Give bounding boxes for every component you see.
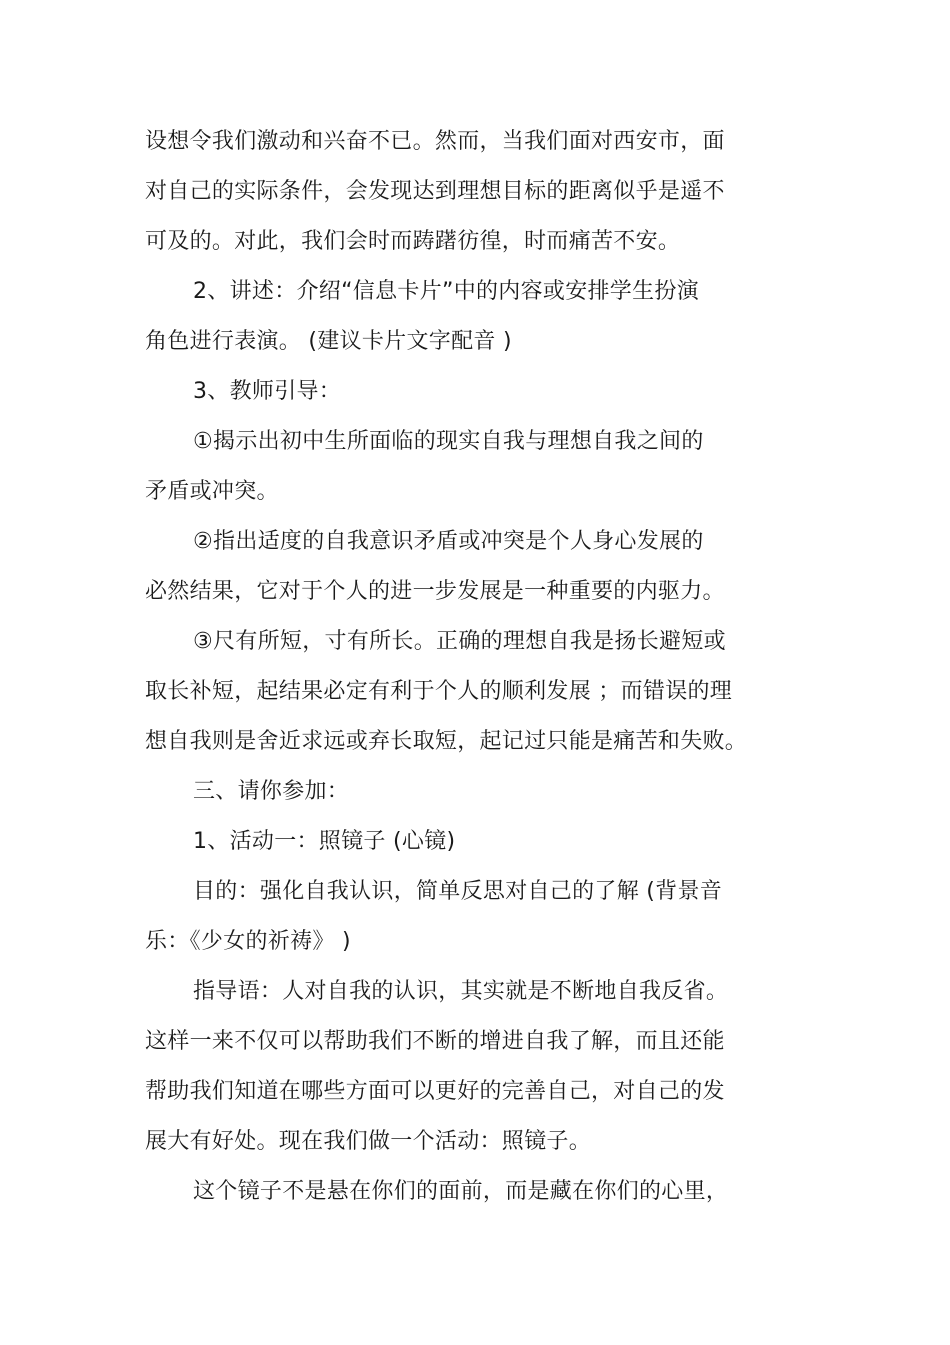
text-line-20: 帮助我们知道在哪些方面可以更好的完善自己，对自己的发 <box>145 1079 725 1104</box>
text-line-7: ①揭示出初中生所面临的现实自我与理想自我之间的 <box>193 429 704 454</box>
text-line-21: 展大有好处。现在我们做一个活动：照镜子。 <box>145 1129 592 1154</box>
text-line-6: 3、教师引导： <box>193 379 342 404</box>
text-line-22: 这个镜子不是悬在你们的面前，而是藏在你们的心里， <box>193 1179 729 1204</box>
text-line-17: 乐：《少女的祈祷》 ) <box>145 929 351 954</box>
text-line-14: 三、请你参加： <box>193 779 350 804</box>
text-line-19: 这样一来不仅可以帮助我们不断的增进自我了解，而且还能 <box>145 1029 725 1054</box>
text-line-5: 角色进行表演。 (建议卡片文字配音 ) <box>145 329 512 354</box>
text-line-12: 取长补短，起结果必定有利于个人的顺利发展 ；而错误的理 <box>145 679 733 704</box>
text-line-9: ②指出适度的自我意识矛盾或冲突是个人身心发展的 <box>193 529 704 554</box>
text-line-1: 设想令我们激动和兴奋不已。然而，当我们面对西安市，面 <box>145 129 725 154</box>
text-line-15: 1、活动一：照镜子 (心镜) <box>193 829 456 854</box>
text-line-13: 想自我则是舍近求远或弃长取短，起记过只能是痛苦和失败。 <box>145 729 748 754</box>
text-line-8: 矛盾或冲突。 <box>145 479 279 504</box>
text-line-10: 必然结果，它对于个人的进一步发展是一种重要的内驱力。 <box>145 579 725 604</box>
text-line-3: 可及的。对此，我们会时而踌躇彷徨，时而痛苦不安。 <box>145 229 681 254</box>
text-line-16: 目的：强化自我认识，简单反思对自己的了解 (背景音 <box>193 879 723 904</box>
text-line-18: 指导语：人对自我的认识，其实就是不断地自我反省。 <box>193 979 729 1004</box>
text-line-4: 2、讲述：介绍“信息卡片”中的内容或安排学生扮演 <box>193 279 699 304</box>
text-line-11: ③尺有所短，寸有所长。正确的理想自我是扬长避短或 <box>193 629 726 654</box>
text-line-2: 对自己的实际条件，会发现达到理想目标的距离似乎是遥不 <box>145 179 725 204</box>
